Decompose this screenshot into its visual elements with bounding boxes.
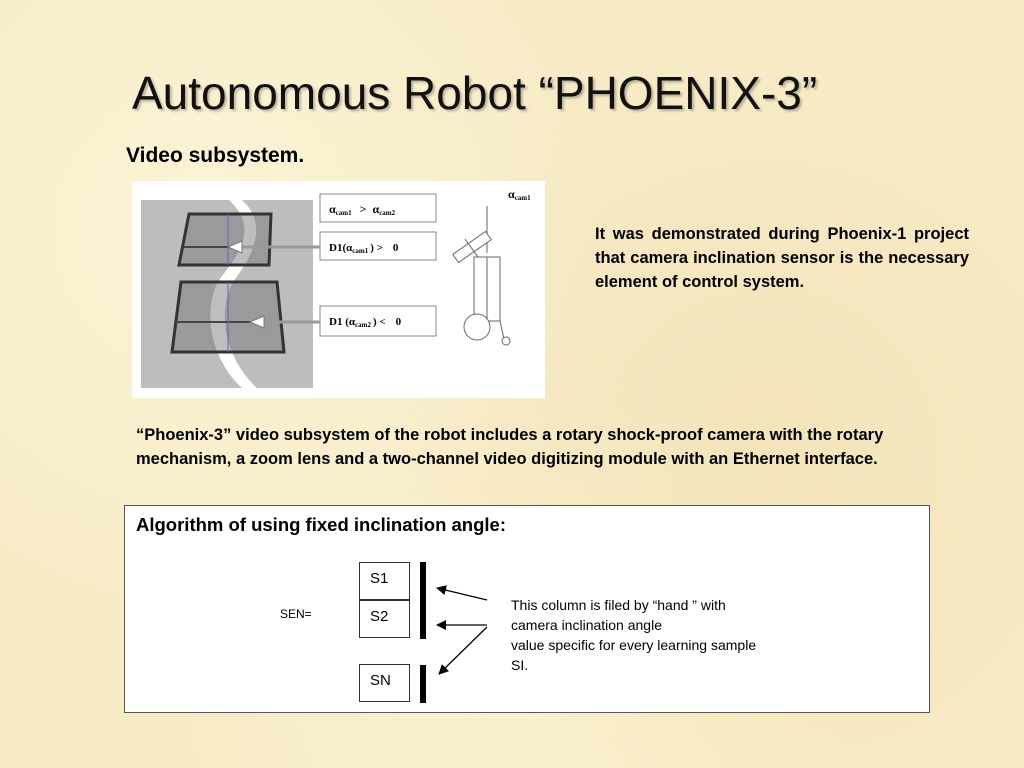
d1-bottom-text: D1 (αcam2 ) < 0: [329, 316, 402, 329]
column-note: [511, 595, 831, 675]
algorithm-title: Algorithm of using fixed inclination angle:: [136, 514, 506, 535]
column-bar-s1: [420, 562, 426, 602]
frame-top: [179, 214, 271, 265]
column-bar-sn: [420, 665, 426, 703]
cell-s1: S1: [359, 562, 410, 600]
column-note-line: value specific for every learning sample: [511, 637, 757, 653]
camera-angle-label: αcam1: [508, 187, 531, 202]
description-text: “Phoenix-3” video subsystem of the robot includes a rotary shock-proof camera with the rotary mechanism, a zoom lens and a two-channel video digitizing module with an Ethernet interface.: [136, 426, 884, 468]
algorithm-box: [124, 505, 930, 713]
robot-wheel-small: [502, 337, 510, 345]
cell-s2: S2: [359, 600, 410, 638]
robot-strut: [500, 321, 504, 339]
cell-sn: SN: [359, 664, 410, 702]
note-arrow-s1: [437, 588, 487, 600]
column-note-line: camera inclination angle: [511, 617, 662, 633]
column-note-line: This column is filed by “hand ” with: [511, 597, 726, 613]
sen-label: SEN=: [280, 607, 312, 621]
side-text: It was demonstrated during Phoenix-1 project that camera inclination sensor is the necessary element of control system.: [595, 225, 969, 291]
video-diagram: [132, 181, 545, 398]
slide-subtitle: Video subsystem.: [126, 144, 305, 167]
video-diagram-svg: [132, 181, 545, 398]
note-arrow-sn: [439, 627, 487, 674]
d1-top-text: D1(αcam1 ) > 0: [329, 242, 399, 255]
column-bar-s2: [420, 601, 426, 639]
slide-title: Autonomous Robot “PHOENIX-3”: [132, 67, 818, 119]
compare-text: αcam1 > αcam2: [329, 202, 396, 217]
column-note-line: SI.: [511, 657, 529, 673]
robot-wheel-large: [464, 314, 490, 340]
